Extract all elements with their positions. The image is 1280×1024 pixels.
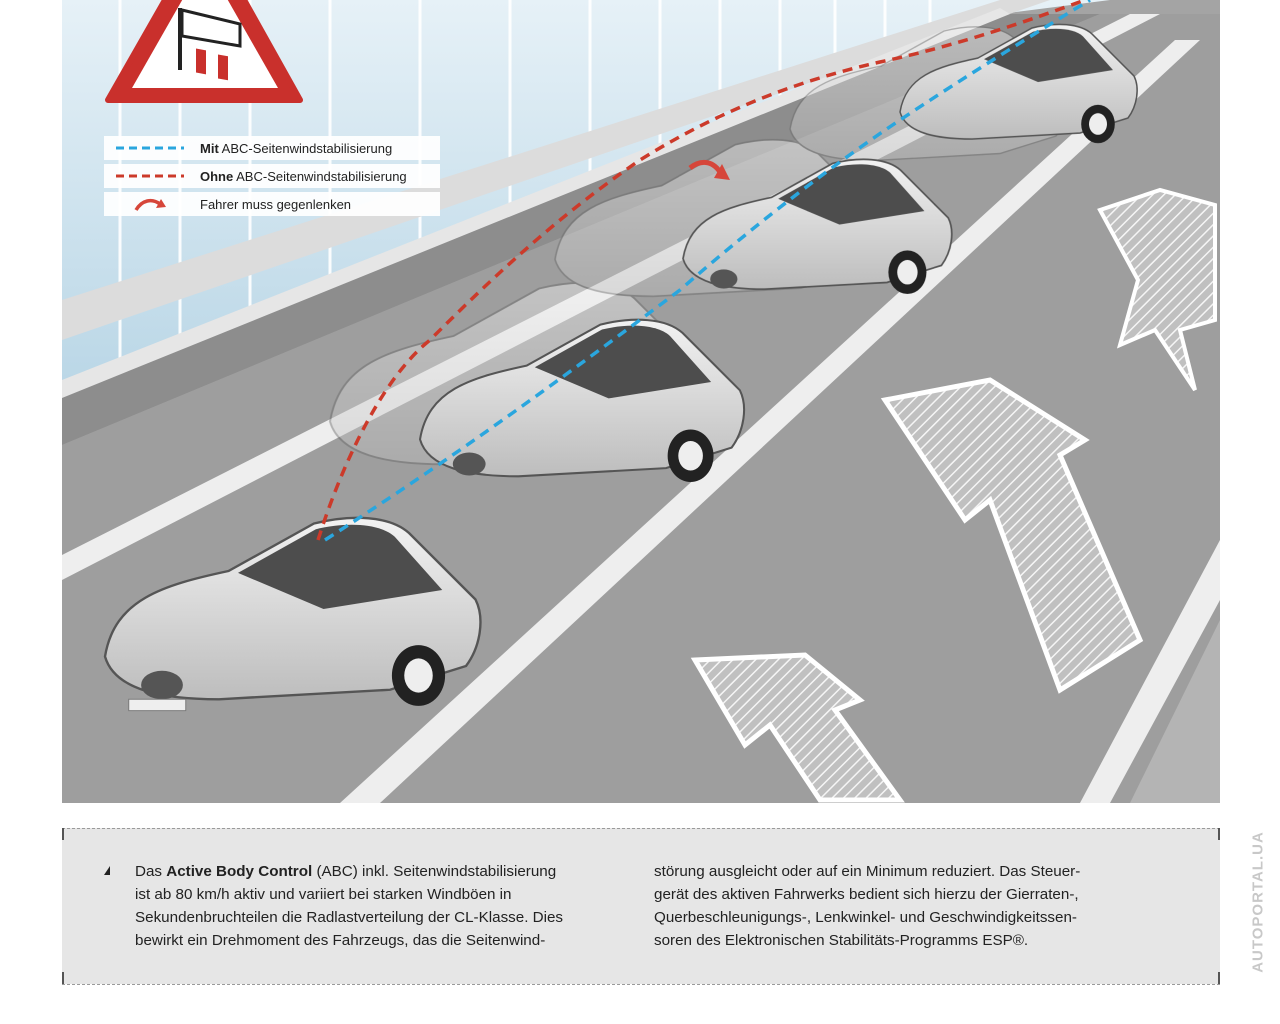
legend-without-abc [104, 164, 440, 188]
legend-red-dash-icon [104, 164, 188, 188]
legend-blue-dash-icon [104, 136, 188, 160]
caption-right-column [654, 860, 1144, 952]
caption-line: Querbeschleunigungs-, Lenkwinkel- und Geschwindigkeitssen- [654, 909, 1077, 926]
legend-without-label: ABC-Seitenwindstabilisierung [233, 168, 407, 184]
caption-text: (ABC) inkl. Seitenwindstabilisierung [312, 863, 557, 880]
caption-line: Sekundenbruchteilen die Radlastverteilung der CL-Klasse. Dies [135, 909, 564, 926]
caption-text: Das [135, 863, 167, 880]
bullet-triangle-icon [104, 866, 110, 875]
legend-curved-arrow-icon [104, 192, 188, 216]
corner-mark [1218, 828, 1220, 840]
caption-line: gerät des aktiven Fahrwerks bedient sich hierzu der Gierraten-, [654, 886, 1079, 903]
legend-steer [104, 192, 440, 216]
corner-mark [62, 972, 64, 984]
caption-bold: Active Body Control [166, 863, 313, 880]
legend-with-abc [104, 136, 440, 160]
caption-line: soren des Elektronischen Stabilitäts-Programms ESP®. [654, 932, 1029, 949]
caption-line: störung ausgleicht oder auf ein Minimum reduziert. Das Steuer- [654, 863, 1081, 880]
watermark [1238, 812, 1278, 992]
corner-mark [62, 828, 64, 840]
caption-line: ist ab 80 km/h aktiv und variiert bei starken Windböen in [135, 886, 512, 903]
caption-line: bewirkt ein Drehmoment des Fahrzeugs, das die Seitenwind- [135, 932, 546, 949]
corner-mark [1218, 972, 1220, 984]
legend-without-bold: Ohne [200, 168, 234, 184]
caption-border-top [62, 828, 1220, 829]
watermark-text: AUTOPORTAL.UA [1249, 831, 1267, 973]
caption-border-bottom [62, 984, 1220, 985]
caption-left-column [135, 860, 625, 952]
legend-with-label: ABC-Seitenwindstabilisierung [218, 140, 393, 156]
legend-with-bold: Mit [200, 140, 219, 156]
legend-steer-label: Fahrer muss gegenlenken [200, 196, 352, 212]
